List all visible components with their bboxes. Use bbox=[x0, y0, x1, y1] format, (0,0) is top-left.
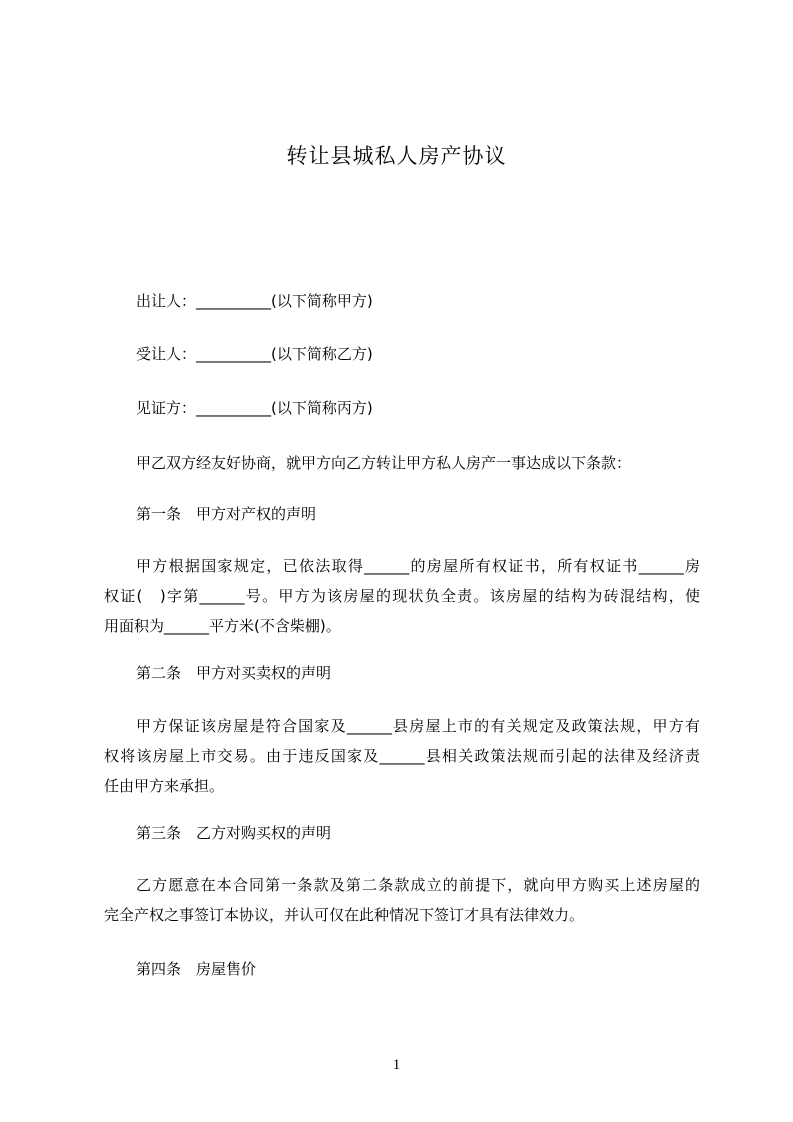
article1-line: 权证( )字第______号。甲方为该房屋的现状负全责。该房屋的结构为砖混结构，使 bbox=[104, 587, 700, 605]
transferee-line: 受让人：__________(以下简称乙方) bbox=[136, 345, 373, 363]
article2-line: 任由甲方来承担。 bbox=[104, 777, 225, 795]
article2-heading: 第二条 甲方对买卖权的声明 bbox=[136, 664, 332, 682]
document-title: 转让县城私人房产协议 bbox=[286, 144, 507, 168]
article2-paragraph bbox=[104, 711, 700, 801]
article2-line: 甲方保证该房屋是符合国家及______县房屋上市的有关规定及政策法规，甲方有 bbox=[136, 717, 700, 735]
article3-line: 完全产权之事签订本协议，并认可仅在此种情况下签订才具有法律效力。 bbox=[104, 906, 585, 924]
article1-heading: 第一条 甲方对产权的声明 bbox=[136, 505, 317, 523]
article4-heading: 第四条 房屋售价 bbox=[136, 960, 257, 978]
article1-line: 甲方根据国家规定，已依法取得______的房屋所有权证书，所有权证书______房 bbox=[136, 557, 700, 575]
witness-line: 见证方：__________(以下简称丙方) bbox=[136, 399, 373, 417]
article1-line: 用面积为______平方米(不含柴棚)。 bbox=[104, 617, 341, 635]
article3-line: 乙方愿意在本合同第一条款及第二条款成立的前提下，就向甲方购买上述房屋的 bbox=[136, 876, 700, 894]
transferor-line: 出让人：__________(以下简称甲方) bbox=[136, 292, 373, 310]
article3-paragraph bbox=[104, 870, 700, 930]
article2-line: 权将该房屋上市交易。由于违反国家及______县相关政策法规而引起的法律及经济责 bbox=[104, 747, 700, 765]
article1-paragraph bbox=[104, 551, 700, 641]
page-number: 1 bbox=[392, 1057, 401, 1073]
article3-heading: 第三条 乙方对购买权的声明 bbox=[136, 824, 332, 842]
intro-paragraph: 甲乙双方经友好协商，就甲方向乙方转让甲方私人房产一事达成以下条款： bbox=[136, 454, 632, 472]
